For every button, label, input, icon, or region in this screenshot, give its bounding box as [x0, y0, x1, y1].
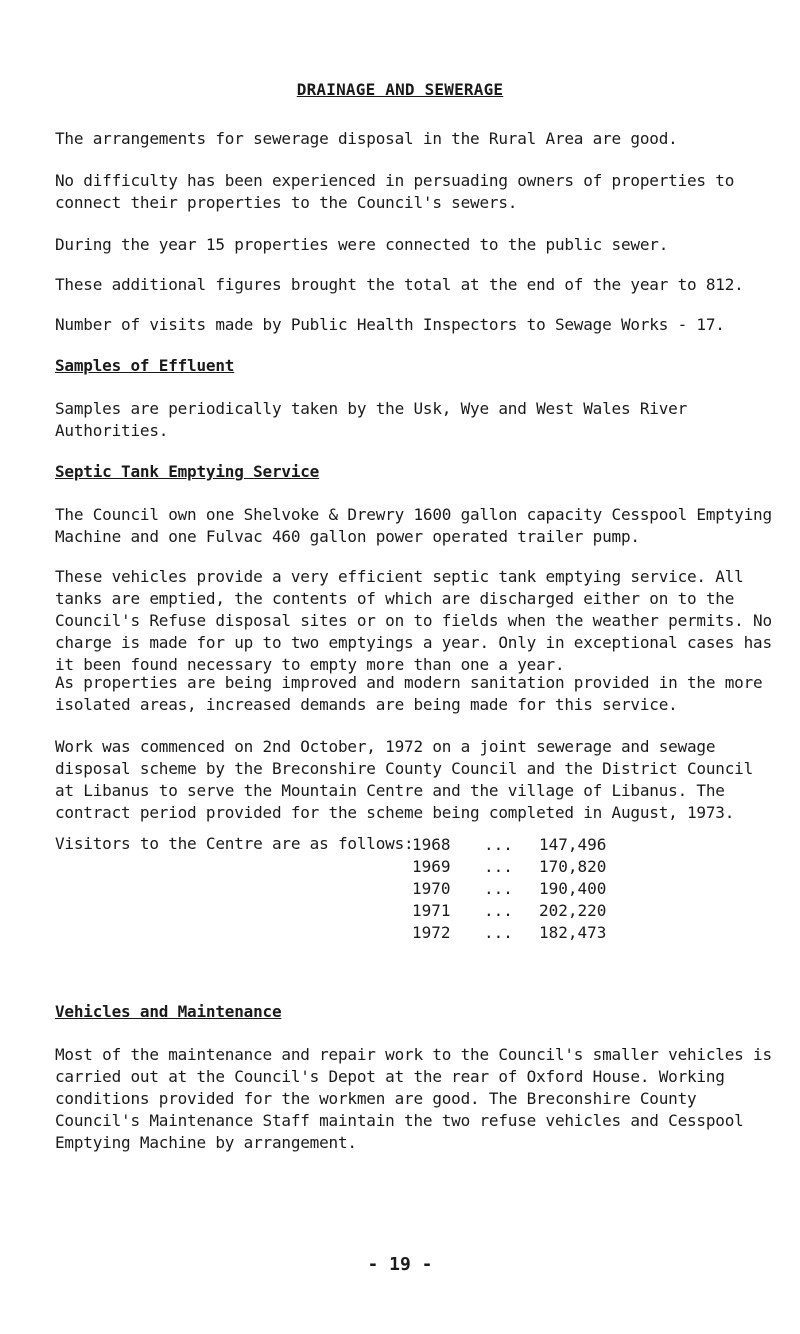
visitors-dots: ... — [484, 835, 513, 854]
visitors-count: 182,473 — [539, 923, 607, 942]
visitors-year: 1972 — [412, 923, 451, 942]
page-number: - 19 - — [367, 1254, 433, 1275]
paragraph-septic-equipment: The Council own one Shelvoke & Drewry 1600 gallon capacity Cesspool Emptying Machine and one Fulvac 460 gallon power operated trailer pump. — [55, 505, 782, 546]
visitors-dots: ... — [484, 923, 513, 942]
visitors-row — [412, 878, 639, 900]
heading-vehicles-maintenance: Vehicles and Maintenance — [55, 1002, 282, 1021]
visitors-count: 170,820 — [539, 857, 607, 876]
visitors-year: 1970 — [412, 879, 451, 898]
visitors-count: 202,220 — [539, 901, 607, 920]
visitors-row — [412, 856, 639, 878]
visitors-year: 1968 — [412, 835, 451, 854]
visitors-count: 147,496 — [539, 835, 607, 854]
paragraph-septic-service: These vehicles provide a very efficient septic tank emptying service. All tanks are emptied, the contents of which are discharged either on to the Council's Refuse disposal sites or on to fields when the weather permits. No charge is made for up to two emptyings a year. Only in exceptional cases has it been found necessary to empty more than one a year. — [55, 567, 782, 674]
visitors-row — [412, 834, 639, 856]
heading-samples-of-effluent: Samples of Effluent — [55, 356, 235, 375]
heading-septic-tank: Septic Tank Emptying Service — [55, 462, 320, 481]
visitors-dots: ... — [484, 879, 513, 898]
page-title: DRAINAGE AND SEWERAGE — [296, 80, 504, 99]
visitors-year: 1969 — [412, 857, 451, 876]
paragraph-arrangements: The arrangements for sewerage disposal in the Rural Area are good. — [55, 129, 678, 148]
paragraph-properties-connected: During the year 15 properties were connected to the public sewer. — [55, 235, 669, 254]
visitors-count: 190,400 — [539, 879, 607, 898]
paragraph-vehicles: Most of the maintenance and repair work to the Council's smaller vehicles is carried out at the Council's Depot at the rear of Oxford House. Working conditions provided for the workmen are good. The Breconshire County Council's Maintenance Staff maintain the two refuse vehicles and Cesspool Emptying Machine by arrangement. — [55, 1045, 782, 1152]
paragraph-total: These additional figures brought the total at the end of the year to 812. — [55, 275, 744, 294]
paragraph-libanus-scheme: Work was commenced on 2nd October, 1972 on a joint sewerage and sewage disposal scheme by the Breconshire County Council and the District Council at Libanus to serve the Mountain Centre and the village of Libanus. The contract period provided for the scheme being completed in August, 1973. — [55, 737, 763, 822]
visitors-dots: ... — [484, 857, 513, 876]
paragraph-effluent: Samples are periodically taken by the Usk, Wye and West Wales River Authorities. — [55, 399, 697, 440]
paragraph-visits: Number of visits made by Public Health Inspectors to Sewage Works - 17. — [55, 315, 725, 334]
visitors-table — [412, 834, 639, 944]
paragraph-septic-demands: As properties are being improved and modern sanitation provided in the more isolated areas, increased demands are being made for this service. — [55, 673, 772, 714]
paragraph-difficulty: No difficulty has been experienced in persuading owners of properties to connect their properties to the Council's sewers. — [55, 171, 744, 212]
visitors-year: 1971 — [412, 901, 451, 920]
visitors-label: Visitors to the Centre are as follows: — [55, 834, 414, 853]
visitors-dots: ... — [484, 901, 513, 920]
visitors-row — [412, 922, 639, 944]
visitors-row — [412, 900, 639, 922]
